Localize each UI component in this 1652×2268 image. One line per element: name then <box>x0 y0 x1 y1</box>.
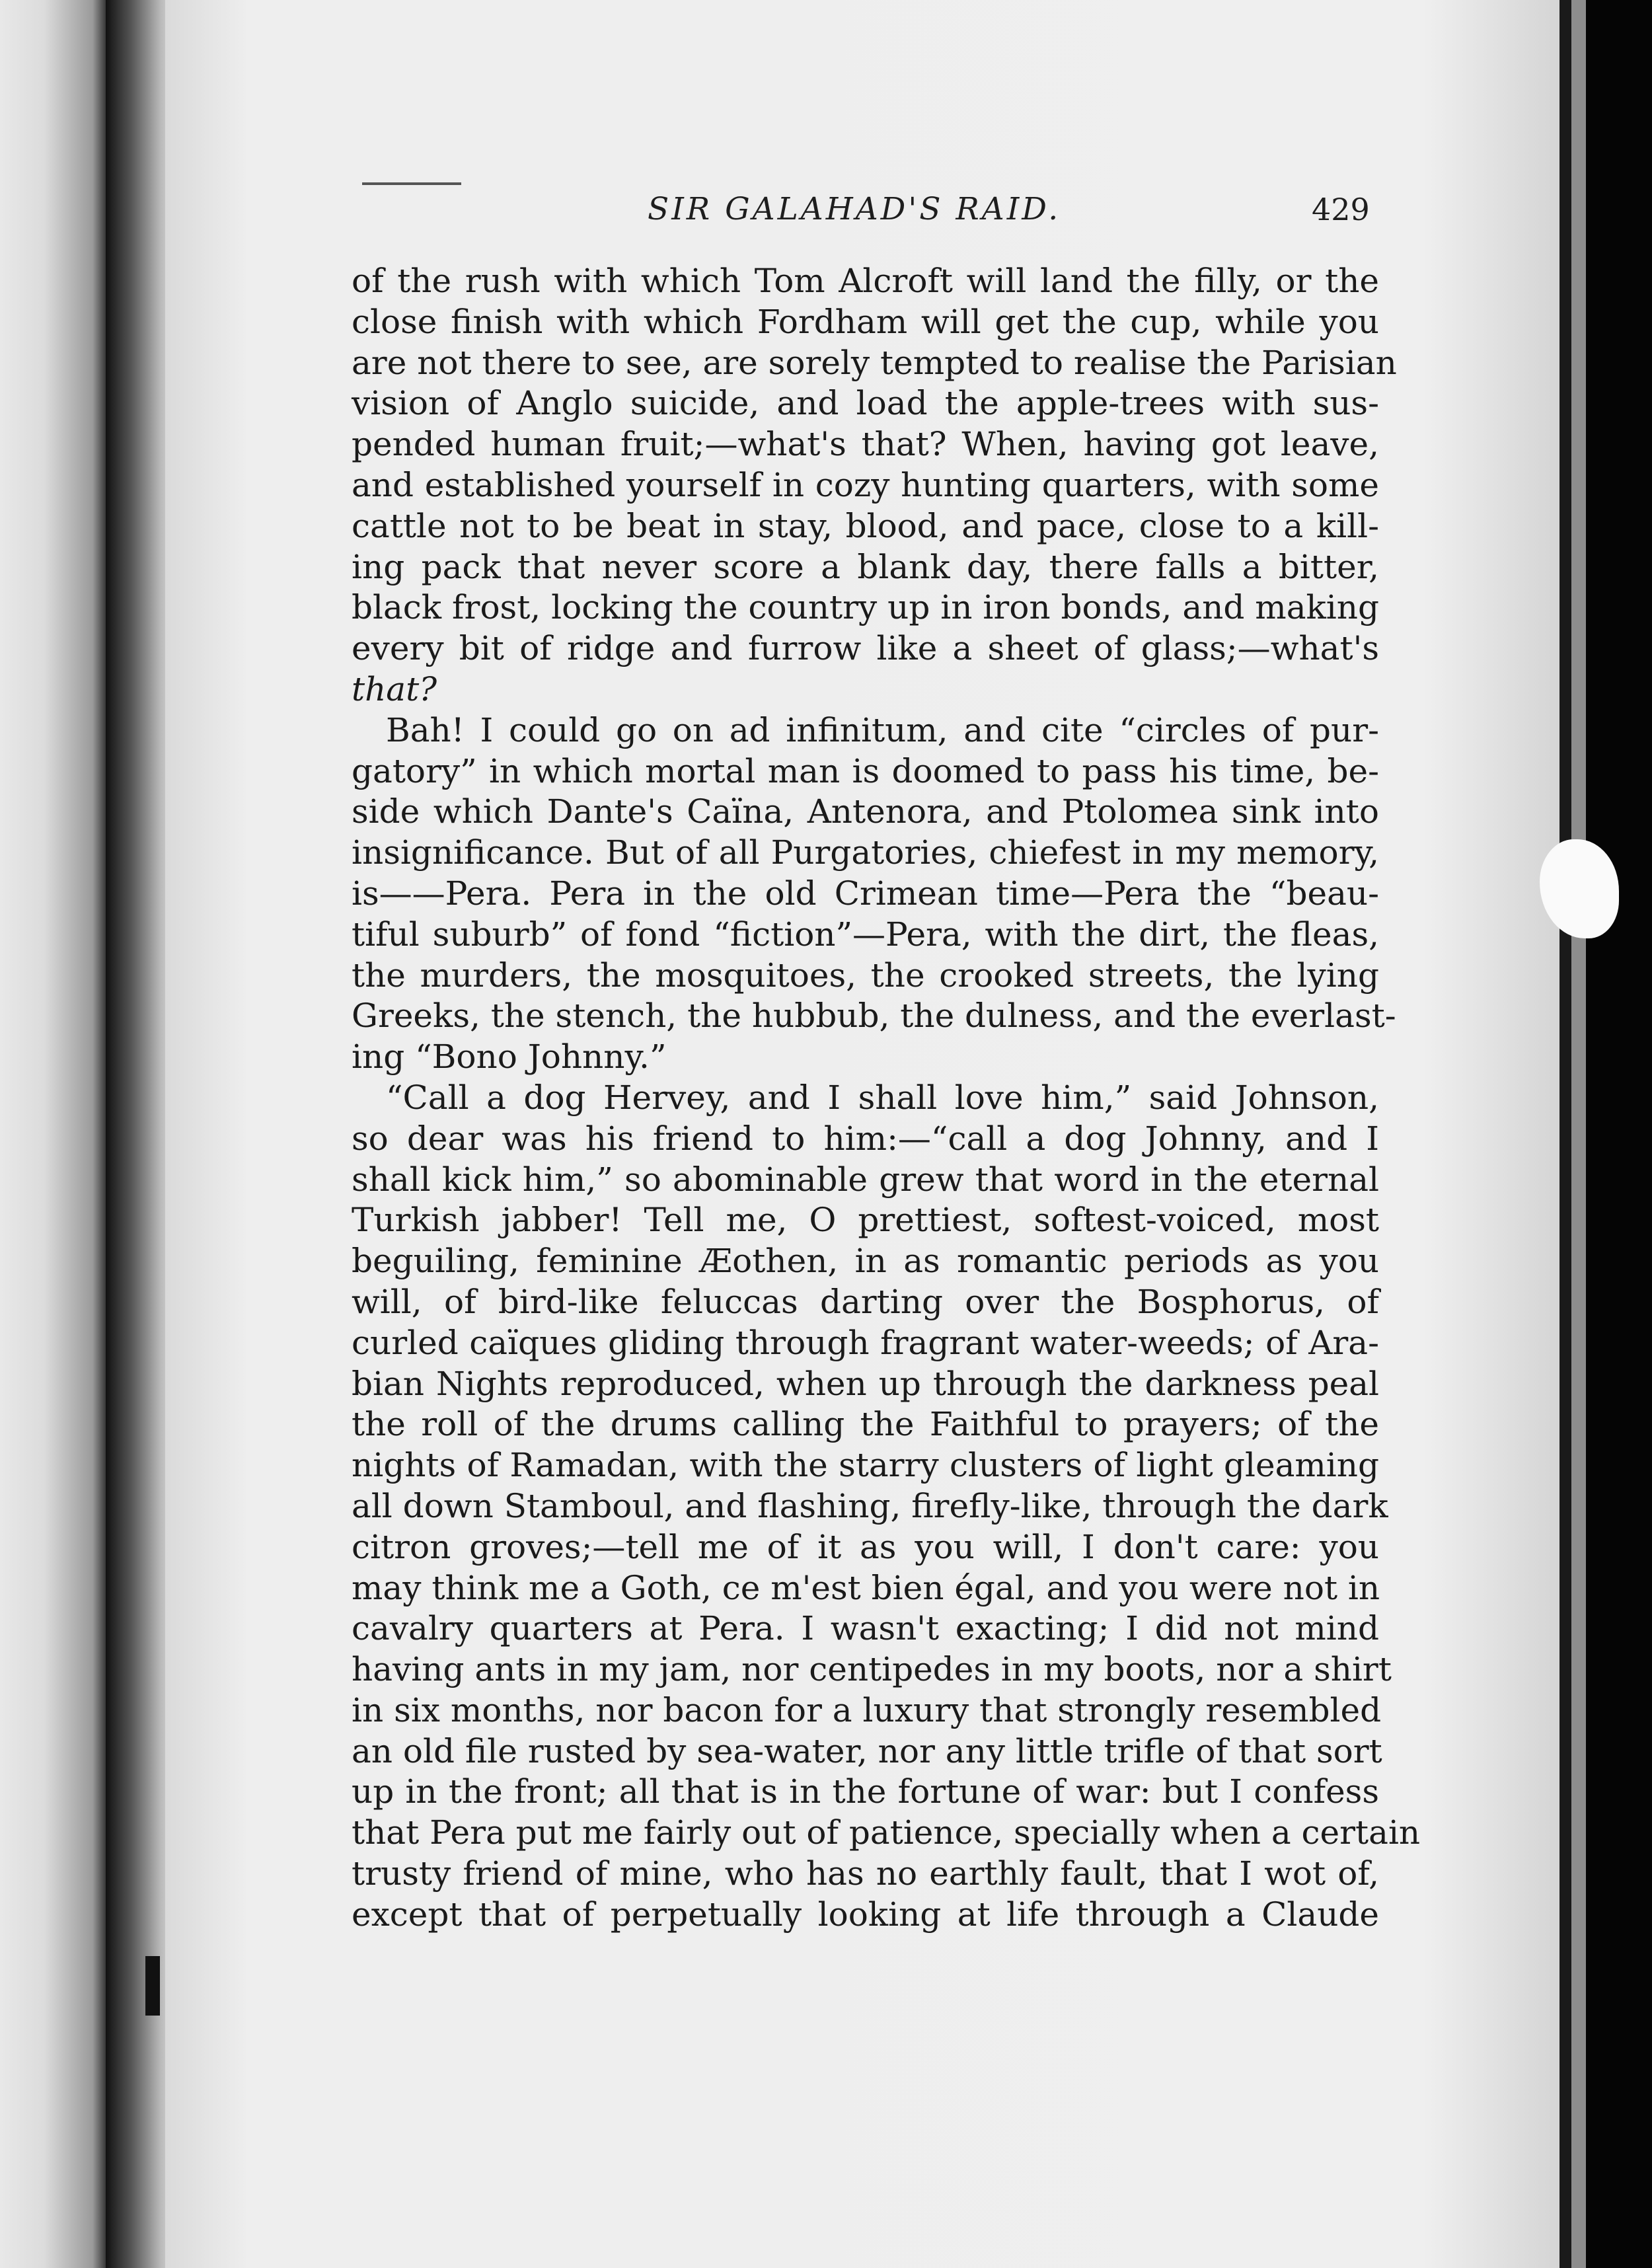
text-line: in six months, nor bacon for a luxury that strongly resembled <box>352 1690 1382 1729</box>
text-line: black frost, locking the country up in iron bonds, and making <box>352 588 1379 627</box>
text-line: every bit of ridge and furrow like a sheet of glass;—what's <box>352 629 1379 668</box>
text-line: cavalry quarters at Pera. I wasn't exacting; I did not mind <box>352 1609 1379 1648</box>
facing-page-edge <box>0 0 109 2268</box>
text-line: shall kick him,” so abominable grew that word in the eternal <box>352 1160 1379 1199</box>
text-line: side which Dante's Caïna, Antenora, and Ptolomea sink into <box>352 792 1379 831</box>
running-head: SIR GALAHAD'S RAID. <box>648 191 1061 227</box>
page-fore-edge <box>1559 0 1571 2268</box>
text-line: Turkish jabber! Tell me, O prettiest, softest-voiced, most <box>352 1201 1379 1240</box>
text-line: is——Pera. Pera in the old Crimean time—Pera the “beau- <box>352 874 1379 913</box>
text-line: ing “Bono Johnny.” <box>352 1038 667 1077</box>
text-line: tiful suburb” of fond “fiction”—Pera, with the dirt, the fleas, <box>352 915 1379 954</box>
text-line: are not there to see, are sorely tempted to realise the Parisian <box>352 343 1397 382</box>
text-line: cattle not to be beat in stay, blood, and pace, close to a kill- <box>352 506 1379 545</box>
text-line: the roll of the drums calling the Faithful to prayers; of the <box>352 1405 1379 1444</box>
text-line: vision of Anglo suicide, and load the apple-trees with sus- <box>352 384 1379 423</box>
text-line: Bah! I could go on ad infinitum, and cite “circles of pur- <box>386 710 1379 749</box>
text-line: so dear was his friend to him:—“call a dog Johnny, and I <box>352 1119 1379 1158</box>
text-line: an old file rusted by sea-water, nor any little trifle of that sort <box>352 1731 1382 1770</box>
text-line: the murders, the mosquitoes, the crooked streets, the lying <box>352 956 1379 995</box>
text-line: ing pack that never score a blank day, there falls a bitter, <box>352 547 1379 586</box>
text-line: that? <box>352 669 437 708</box>
text-line: having ants in my jam, nor centipedes in my boots, nor a shirt <box>352 1650 1392 1689</box>
text-line: may think me a Goth, ce m'est bien égal, and you were not in <box>352 1568 1380 1607</box>
text-line: and established yourself in cozy hunting quarters, with some <box>352 465 1379 504</box>
text-line: of the rush with which Tom Alcroft will land the filly, or the <box>352 262 1379 300</box>
margin-mark <box>145 1956 160 2016</box>
page-fore-edge-light <box>1571 0 1586 2268</box>
body-text <box>352 261 1421 1936</box>
text-line: gatory” in which mortal man is doomed to pass his time, be- <box>352 751 1379 790</box>
text-line: curled caïques gliding through fragrant water-weeds; of Ara- <box>352 1323 1379 1362</box>
scan-border <box>1586 0 1652 2268</box>
text-line: up in the front; all that is in the fortune of war: but I confess <box>352 1772 1379 1811</box>
text-line: “Call a dog Hervey, and I shall love him,” said Johnson, <box>386 1078 1379 1117</box>
text-line: except that of perpetually looking at life through a Claude <box>352 1895 1379 1934</box>
page-number: 429 <box>1312 192 1370 227</box>
text-line: insignificance. But of all Purgatories, chiefest in my memory, <box>352 833 1379 872</box>
header-rule <box>362 182 461 185</box>
text-line: pended human fruit;—what's that? When, having got leave, <box>352 425 1379 464</box>
text-line: trusty friend of mine, who has no earthly fault, that I wot of, <box>352 1854 1379 1893</box>
text-line: bian Nights reproduced, when up through the darkness peal <box>352 1364 1379 1403</box>
text-line: nights of Ramadan, with the starry clusters of light gleaming <box>352 1446 1379 1485</box>
text-line: close finish with which Fordham will get the cup, while you <box>352 302 1379 341</box>
text-line: Greeks, the stench, the hubbub, the dulness, and the everlast- <box>352 997 1396 1036</box>
text-line: all down Stamboul, and flashing, firefly-like, through the dark <box>352 1486 1388 1525</box>
text-line: will, of bird-like feluccas darting over the Bosphorus, of <box>352 1282 1379 1321</box>
text-line: that Pera put me fairly out of patience, specially when a certain <box>352 1813 1421 1852</box>
text-line: beguiling, feminine Æothen, in as romantic periods as you <box>352 1242 1379 1281</box>
text-line: citron groves;—tell me of it as you will, I don't care: you <box>352 1527 1379 1566</box>
